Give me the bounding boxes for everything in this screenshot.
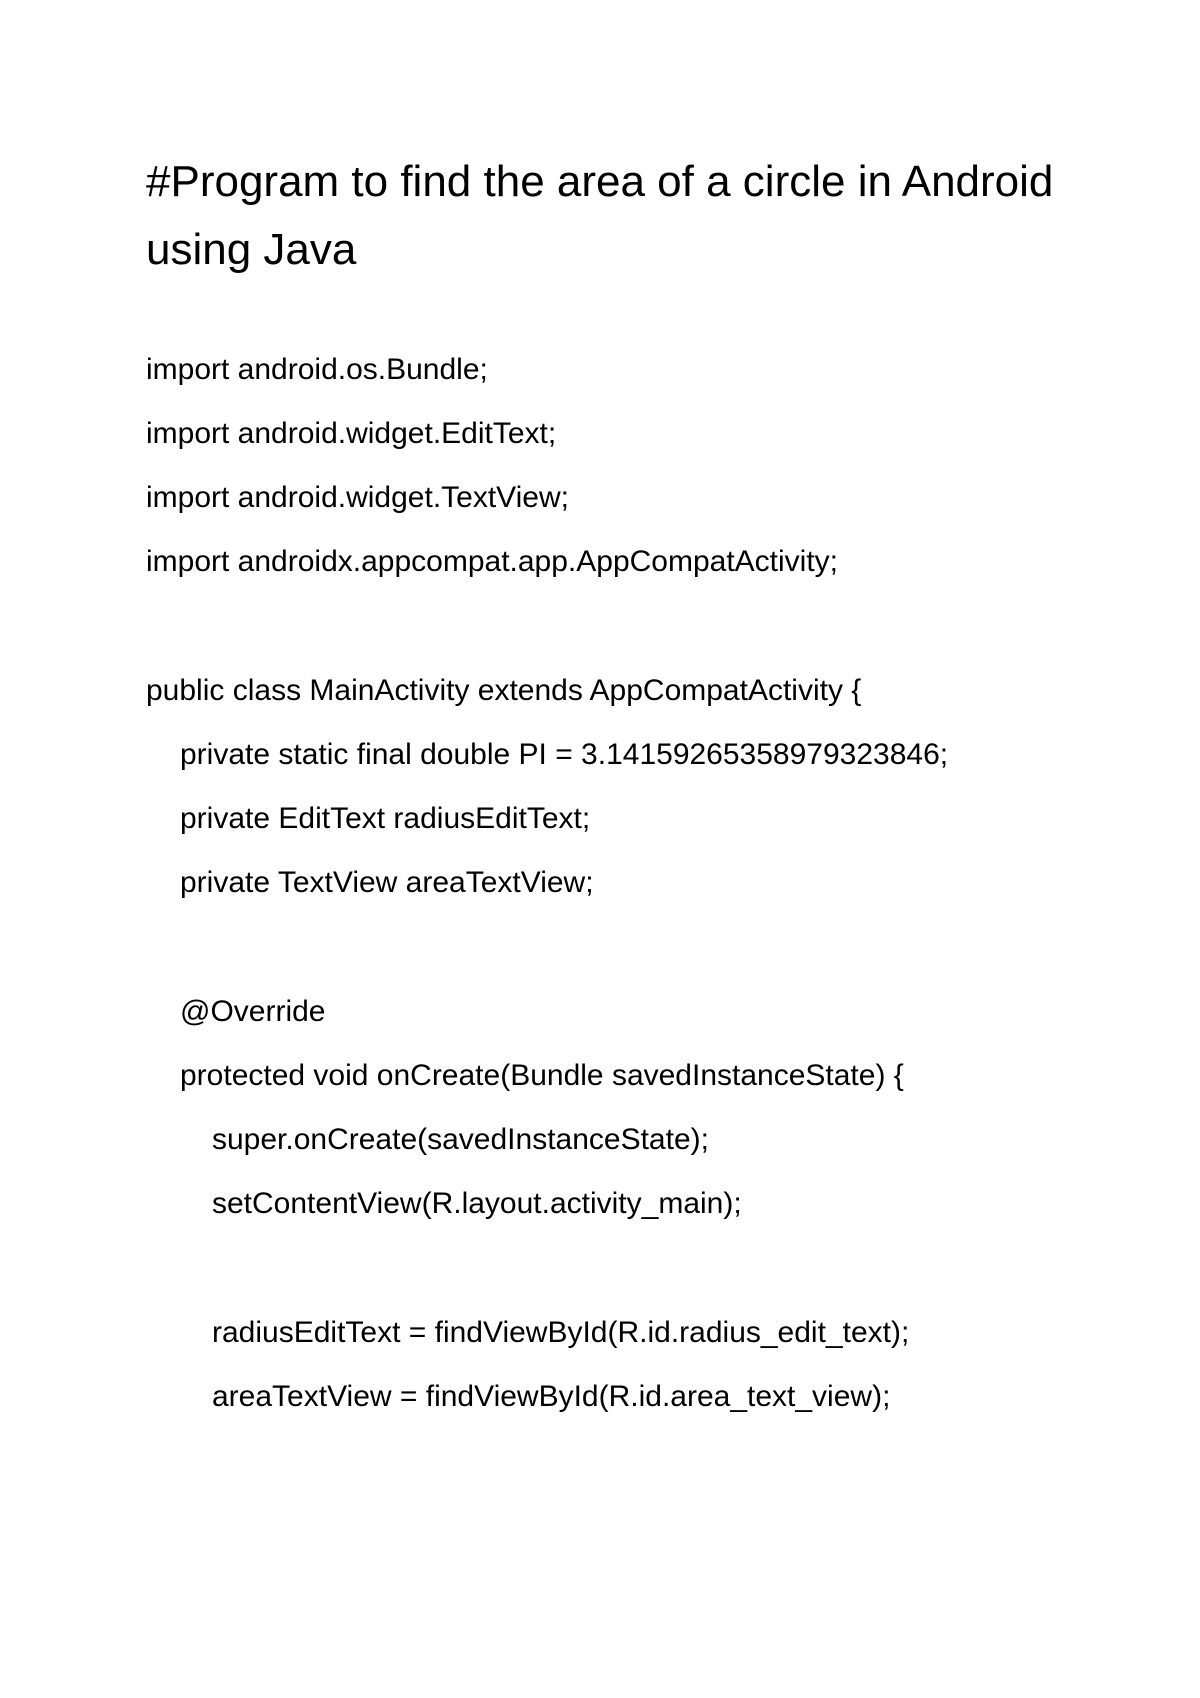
code-line-area-field: private TextView areaTextView; — [180, 866, 594, 899]
code-line-import-edittext: import android.widget.EditText; — [146, 417, 557, 450]
code-line-import-bundle: import android.os.Bundle; — [146, 353, 488, 386]
code-line-override-annotation: @Override — [180, 995, 326, 1028]
code-line-radius-field: private EditText radiusEditText; — [180, 802, 591, 835]
code-line-oncreate-signature: protected void onCreate(Bundle savedInstanceState) { — [180, 1059, 904, 1092]
document-title: #Program to find the area of a circle in Android using Java — [146, 157, 1054, 274]
code-line-super-oncreate: super.onCreate(savedInstanceState); — [212, 1123, 709, 1156]
code-line-class-declaration: public class MainActivity extends AppCompatActivity { — [146, 674, 862, 707]
code-line-find-radius-view: radiusEditText = findViewById(R.id.radius_edit_text); — [212, 1316, 910, 1349]
code-line-find-area-view: areaTextView = findViewById(R.id.area_text_view); — [212, 1380, 891, 1413]
code-line-pi-constant: private static final double PI = 3.14159265358979323846; — [180, 738, 949, 771]
code-line-import-textview: import android.widget.TextView; — [146, 481, 569, 514]
code-line-set-content-view: setContentView(R.layout.activity_main); — [212, 1187, 742, 1220]
code-line-import-appcompatactivity: import androidx.appcompat.app.AppCompatActivity; — [146, 545, 839, 578]
